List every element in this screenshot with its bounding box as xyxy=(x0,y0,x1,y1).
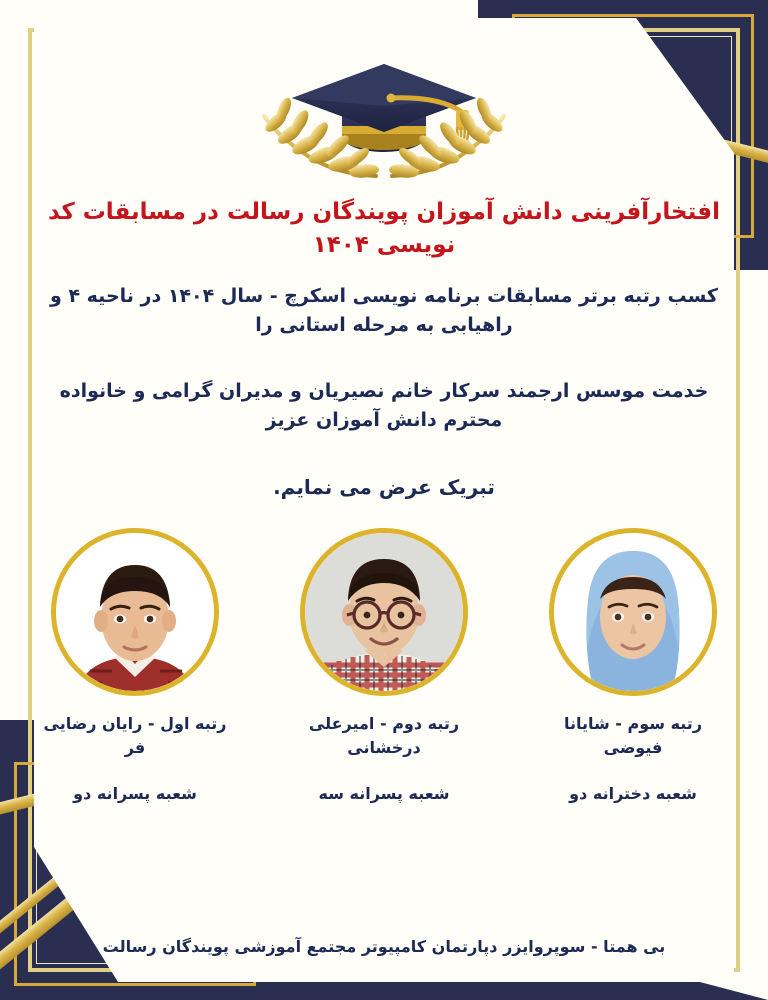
winner-branch: شعبه دخترانه دو xyxy=(569,784,697,803)
winner-card-rank-3 xyxy=(538,528,728,806)
avatar-ring-rank-1 xyxy=(51,528,219,696)
message-line-1: کسب رتبه برتر مسابقات برنامه نویسی اسکرچ - سال ۱۴۰۴ در ناحیه ۴ و راهیابی به مرحله استانی را xyxy=(50,285,718,336)
page-title: افتخارآفرینی دانش آموزان پویندگان رسالت در مسابقات کد نویسی ۱۴۰۴ xyxy=(48,199,720,259)
avatar-ring-rank-2 xyxy=(300,528,468,696)
avatar-ring-rank-3 xyxy=(549,528,717,696)
avatar xyxy=(305,533,463,691)
winner-name: رتبه دوم - امیرعلی درخشانی xyxy=(308,714,460,757)
winner-card-rank-1 xyxy=(40,528,230,806)
message-body xyxy=(34,282,734,502)
message-line-3: تبریک عرض می نمایم. xyxy=(273,475,495,499)
winner-branch: شعبه پسرانه سه xyxy=(318,784,450,803)
graduation-cap-icon xyxy=(224,46,544,196)
footer-signature: بی همتا - سوپروایزر دپارتمان کامپیوتر مجتمع آموزشی پویندگان رسالت xyxy=(102,937,666,956)
winner-name: رتبه اول - رایان رضایی فر xyxy=(43,714,227,757)
winner-card-rank-2 xyxy=(289,528,479,806)
avatar xyxy=(56,533,214,691)
avatar xyxy=(554,533,712,691)
crest xyxy=(0,46,768,196)
message-line-2: خدمت موسس ارجمند سرکار خانم نصیریان و مدیران گرامی و خانواده محترم دانش آموزان عزیز xyxy=(59,380,709,431)
winners-row xyxy=(40,528,728,806)
winner-branch: شعبه پسرانه دو xyxy=(73,784,197,803)
winner-name: رتبه سوم - شایانا فیوضی xyxy=(563,714,703,757)
